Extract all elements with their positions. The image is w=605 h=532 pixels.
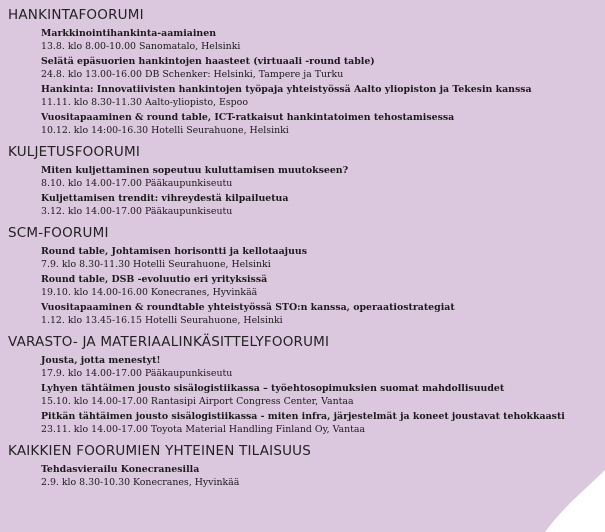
event-detail: 19.10. klo 14.00-16.00 Konecranes, Hyvinkää (41, 287, 258, 298)
forum-title: KULJETUSFOORUMI (8, 144, 141, 160)
event-title: Round table, DSB -evoluutio eri yrityksissä (41, 274, 268, 285)
event-detail: 7.9. klo 8.30-11.30 Hotelli Seurahuone, Helsinki (41, 259, 271, 270)
event-item (41, 245, 605, 271)
event-item (41, 301, 605, 327)
event-detail: 1.12. klo 13.45-16.15 Hotelli Seurahuone, Helsinki (41, 315, 283, 326)
event-item (41, 164, 605, 190)
event-item (41, 410, 605, 436)
forum-title: SCM-FOORUMI (8, 225, 109, 241)
event-item (41, 111, 605, 137)
forum-title: VARASTO- JA MATERIAALINKÄSITTELYFOORUMI (8, 334, 330, 350)
event-title: Jousta, jotta menestyt! (41, 355, 161, 366)
event-title: Vuositapaaminen & roundtable yhteistyössä STO:n kanssa, operaatiostrategiat (41, 302, 455, 313)
event-detail: 13.8. klo 8.00-10.00 Sanomatalo, Helsinki (41, 41, 241, 52)
forum-section-hankinta (0, 7, 605, 137)
event-detail: 15.10. klo 14.00-17.00 Rantasipi Airport Congress Center, Vantaa (41, 396, 354, 407)
event-detail: 24.8. klo 13.00-16.00 DB Schenker: Helsinki, Tampere ja Turku (41, 69, 344, 80)
event-title: Round table, Johtamisen horisontti ja kellotaajuus (41, 246, 307, 257)
event-item (41, 55, 605, 81)
event-item (41, 83, 605, 109)
event-item (41, 192, 605, 218)
event-list (41, 164, 605, 218)
event-item (41, 273, 605, 299)
event-detail: 11.11. klo 8.30-11.30 Aalto-yliopisto, Espoo (41, 97, 248, 108)
event-detail: 23.11. klo 14.00-17.00 Toyota Material Handling Finland Oy, Vantaa (41, 424, 366, 435)
forum-title: HANKINTAFOORUMI (8, 7, 144, 23)
event-item (41, 354, 605, 380)
event-item (41, 27, 605, 53)
event-item (41, 463, 605, 489)
event-title: Selätä epäsuorien hankintojen haasteet (virtuaali -round table) (41, 56, 375, 67)
event-title: Miten kuljettaminen sopeutuu kuluttamisen muutokseen? (41, 165, 349, 176)
event-list (41, 354, 605, 436)
event-title: Vuositapaaminen & round table, ICT-ratkaisut hankintatoimen tehostamisessa (41, 112, 455, 123)
event-list (41, 463, 605, 489)
forum-section-yhteinen (0, 443, 605, 489)
event-title: Lyhyen tähtäimen jousto sisälogistiikassa – työehtosopimuksien suomat mahdollisuudet (41, 383, 505, 394)
forum-section-varasto (0, 334, 605, 436)
event-detail: 10.12. klo 14:00-16.30 Hotelli Seurahuone, Helsinki (41, 125, 289, 136)
event-title: Hankinta: Innovatiivisten hankintojen työpaja yhteistyössä Aalto yliopiston ja Tekesin kanssa (41, 84, 532, 95)
event-item (41, 382, 605, 408)
forum-title: KAIKKIEN FOORUMIEN YHTEINEN TILAISUUS (8, 443, 312, 459)
event-title: Markkinointihankinta-aamiainen (41, 28, 217, 39)
event-detail: 3.12. klo 14.00-17.00 Pääkaupunkiseutu (41, 206, 233, 217)
event-detail: 2.9. klo 8.30-10.30 Konecranes, Hyvinkää (41, 477, 240, 488)
event-list (41, 27, 605, 137)
event-title: Pitkän tähtäimen jousto sisälogistiikassa - miten infra, järjestelmät ja koneet joustavat tehokkaasti (41, 411, 565, 422)
event-list (41, 245, 605, 327)
event-title: Tehdasvierailu Konecranesilla (41, 464, 200, 475)
event-detail: 17.9. klo 14.00-17.00 Pääkaupunkiseutu (41, 368, 233, 379)
forum-section-kuljetus (0, 144, 605, 218)
event-detail: 8.10. klo 14.00-17.00 Pääkaupunkiseutu (41, 178, 233, 189)
event-title: Kuljettamisen trendit: vihreydestä kilpailuetua (41, 193, 289, 204)
forum-section-scm (0, 225, 605, 327)
